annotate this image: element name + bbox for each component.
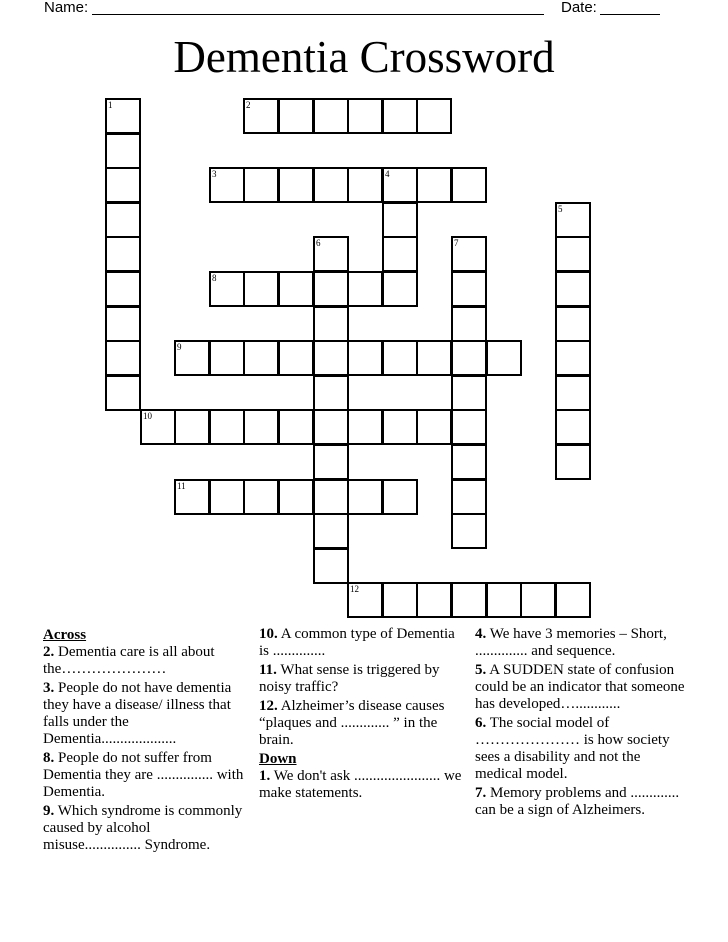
crossword-cell[interactable] (243, 271, 279, 307)
crossword-cell[interactable] (347, 582, 383, 618)
crossword-cell[interactable] (555, 202, 591, 238)
crossword-cell[interactable] (313, 236, 349, 272)
name-label: Name: (44, 0, 89, 16)
crossword-cell[interactable] (347, 98, 383, 134)
crossword-cell[interactable] (209, 409, 245, 445)
crossword-cell[interactable] (451, 236, 487, 272)
clue-text: The social model of ………………… is how society sees a disability and not the medical model. (475, 715, 670, 782)
crossword-cell[interactable] (555, 375, 591, 411)
across-heading: Across (43, 627, 87, 643)
crossword-cell[interactable] (416, 167, 452, 203)
clue-number: 3. (43, 680, 55, 696)
crossword-cell[interactable] (520, 582, 556, 618)
clue-down-5 (475, 662, 690, 713)
crossword-cell[interactable] (105, 202, 141, 238)
crossword-cell[interactable] (451, 271, 487, 307)
crossword-cell[interactable] (278, 167, 314, 203)
crossword-cell[interactable] (382, 98, 418, 134)
crossword-cell[interactable] (174, 340, 210, 376)
date-label: Date: (561, 0, 597, 16)
crossword-cell[interactable] (555, 306, 591, 342)
crossword-cell[interactable] (174, 409, 210, 445)
crossword-cell[interactable] (105, 306, 141, 342)
crossword-cell[interactable] (243, 409, 279, 445)
crossword-cell[interactable] (209, 271, 245, 307)
crossword-cell[interactable] (555, 409, 591, 445)
crossword-cell[interactable] (105, 98, 141, 134)
clue-number: 4. (475, 626, 487, 642)
crossword-cell[interactable] (105, 133, 141, 169)
clue-number: 10. (259, 626, 278, 642)
crossword-cell[interactable] (313, 444, 349, 480)
crossword-cell[interactable] (278, 271, 314, 307)
crossword-cell[interactable] (451, 582, 487, 618)
clue-across-11 (259, 662, 464, 696)
crossword-cell[interactable] (243, 479, 279, 515)
crossword-cell[interactable] (243, 167, 279, 203)
clue-number-label: 7 (454, 238, 459, 248)
clue-number-label: 1 (108, 100, 113, 110)
clue-number-label: 6 (316, 238, 321, 248)
clue-across-12 (259, 698, 464, 749)
clue-across-8 (43, 750, 248, 801)
crossword-cell[interactable] (209, 479, 245, 515)
crossword-cell[interactable] (555, 444, 591, 480)
crossword-cell[interactable] (451, 306, 487, 342)
crossword-cell[interactable] (243, 340, 279, 376)
clue-number: 2. (43, 644, 55, 660)
clue-number: 8. (43, 750, 55, 766)
clue-column-2 (259, 626, 464, 804)
crossword-cell[interactable] (105, 236, 141, 272)
clue-text: A common type of Dementia is .............. (259, 626, 455, 659)
crossword-cell[interactable] (555, 340, 591, 376)
clue-down-6 (475, 715, 690, 783)
clue-text: Memory problems and ............. can be a sign of Alzheimers. (475, 785, 680, 818)
crossword-cell[interactable] (313, 513, 349, 549)
crossword-cell[interactable] (313, 306, 349, 342)
crossword-cell[interactable] (209, 167, 245, 203)
crossword-cell[interactable] (313, 479, 349, 515)
clue-across-3 (43, 680, 248, 748)
crossword-cell[interactable] (382, 167, 418, 203)
clue-down-4 (475, 626, 690, 660)
crossword-cell[interactable] (451, 513, 487, 549)
crossword-cell[interactable] (382, 479, 418, 515)
crossword-cell[interactable] (105, 167, 141, 203)
crossword-cell[interactable] (382, 236, 418, 272)
crossword-cell[interactable] (313, 375, 349, 411)
clue-text: We don't ask ....................... we make statements. (259, 768, 462, 801)
crossword-cell[interactable] (278, 479, 314, 515)
crossword-cell[interactable] (382, 202, 418, 238)
crossword-cell[interactable] (347, 409, 383, 445)
crossword-cell[interactable] (278, 340, 314, 376)
crossword-cell[interactable] (313, 409, 349, 445)
clue-across-2 (43, 644, 248, 678)
clue-text: People do not have dementia they have a disease/ illness that falls under the Dementia.................... (43, 680, 232, 747)
clue-text: We have 3 memories – Short, .............. and sequence. (475, 626, 667, 659)
crossword-cell[interactable] (105, 340, 141, 376)
clue-down-7 (475, 785, 690, 819)
clue-column-1 (43, 626, 248, 856)
crossword-cell[interactable] (486, 582, 522, 618)
crossword-cell[interactable] (209, 340, 245, 376)
crossword-cell[interactable] (347, 167, 383, 203)
clue-number: 12. (259, 698, 278, 714)
clue-number: 5. (475, 662, 487, 678)
down-heading: Down (259, 751, 297, 767)
clue-across-9 (43, 803, 248, 854)
clue-text: A SUDDEN state of confusion could be an indicator that someone has developed…............ (475, 662, 685, 712)
crossword-cell[interactable] (313, 98, 349, 134)
clue-number-label: 12 (350, 584, 359, 594)
crossword-cell[interactable] (416, 98, 452, 134)
crossword-cell[interactable] (243, 98, 279, 134)
clue-number-label: 9 (177, 342, 182, 352)
crossword-cell[interactable] (105, 375, 141, 411)
crossword-cell[interactable] (382, 271, 418, 307)
crossword-cell[interactable] (382, 409, 418, 445)
crossword-cell[interactable] (313, 340, 349, 376)
page-title: Dementia Crossword (173, 32, 555, 82)
clue-number-label: 3 (212, 169, 217, 179)
crossword-cell[interactable] (451, 167, 487, 203)
crossword-cell[interactable] (382, 582, 418, 618)
crossword-cell[interactable] (486, 340, 522, 376)
crossword-cell[interactable] (451, 479, 487, 515)
clue-text: Dementia care is all about the………………… (43, 644, 215, 677)
clue-number: 1. (259, 768, 271, 784)
crossword-cell[interactable] (278, 409, 314, 445)
crossword-cell[interactable] (140, 409, 176, 445)
crossword-cell[interactable] (313, 548, 349, 584)
crossword-cell[interactable] (278, 98, 314, 134)
clue-number: 6. (475, 715, 487, 731)
clue-number-label: 4 (385, 169, 390, 179)
crossword-cell[interactable] (416, 340, 452, 376)
clue-number: 9. (43, 803, 55, 819)
clue-text: What sense is triggered by noisy traffic? (259, 662, 440, 695)
clue-number-label: 5 (558, 204, 563, 214)
crossword-cell[interactable] (105, 271, 141, 307)
crossword-cell[interactable] (347, 340, 383, 376)
clue-number-label: 8 (212, 273, 217, 283)
crossword-cell[interactable] (174, 479, 210, 515)
crossword-cell[interactable] (451, 340, 487, 376)
clue-number-label: 2 (246, 100, 251, 110)
crossword-cell[interactable] (555, 582, 591, 618)
clue-number: 7. (475, 785, 487, 801)
clue-column-3 (475, 626, 690, 821)
clue-number: 11. (259, 662, 277, 678)
crossword-cell[interactable] (313, 167, 349, 203)
clue-across-10 (259, 626, 464, 660)
crossword-cell[interactable] (451, 375, 487, 411)
clue-text: Which syndrome is commonly caused by alcohol misuse............... Syndrome. (43, 803, 243, 853)
clue-number-label: 10 (143, 411, 152, 421)
crossword-cell[interactable] (416, 582, 452, 618)
crossword-cell[interactable] (555, 271, 591, 307)
crossword-cell[interactable] (313, 271, 349, 307)
clue-text: People do not suffer from Dementia they are ............... with Dementia. (43, 750, 244, 800)
crossword-cell[interactable] (451, 409, 487, 445)
crossword-cell[interactable] (347, 479, 383, 515)
crossword-cell[interactable] (347, 271, 383, 307)
crossword-cell[interactable] (451, 444, 487, 480)
crossword-cell[interactable] (416, 409, 452, 445)
crossword-cell[interactable] (555, 236, 591, 272)
clue-down-1 (259, 768, 464, 802)
crossword-cell[interactable] (382, 340, 418, 376)
clue-number-label: 11 (177, 481, 186, 491)
clue-text: Alzheimer’s disease causes “plaques and ............. ” in the brain. (259, 698, 445, 748)
